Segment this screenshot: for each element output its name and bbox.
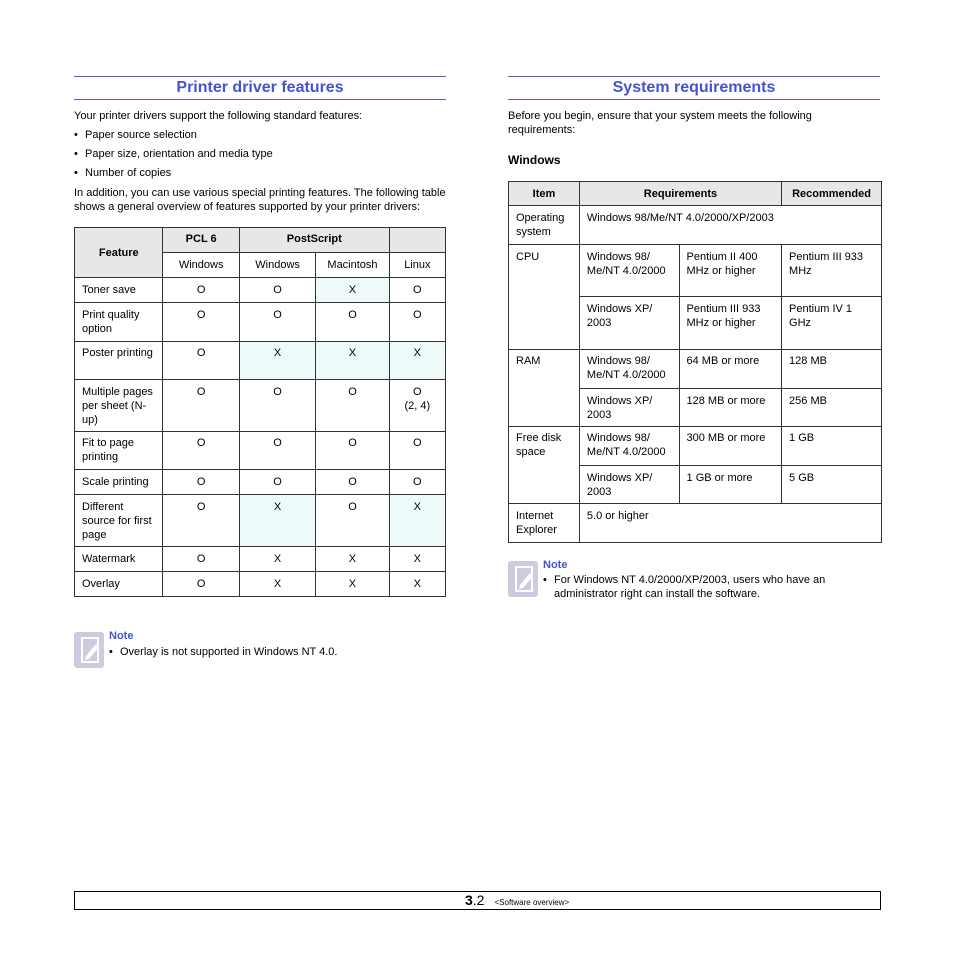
recommended-cell: Pentium IV 1 GHz xyxy=(782,297,882,350)
header-recommended: Recommended xyxy=(782,182,882,206)
footer-content xyxy=(465,892,569,910)
value-cell: O xyxy=(389,432,445,470)
value-cell: X xyxy=(239,495,315,547)
feature-cell: Poster printing xyxy=(75,342,163,380)
requirements-table xyxy=(508,181,882,543)
note-text: • For Windows NT 4.0/2000/XP/2003, users who have an administrator right can install the software. xyxy=(543,573,854,601)
value-cell: Windows 98/Me/NT 4.0/2000/XP/2003 xyxy=(579,206,881,245)
value-cell: X xyxy=(239,547,315,572)
linux-value: O xyxy=(413,386,422,398)
value-cell: O xyxy=(163,342,239,380)
value-cell: O xyxy=(239,278,315,303)
table-row xyxy=(75,303,446,342)
value-cell: X xyxy=(389,547,445,572)
value-cell: O xyxy=(163,495,239,547)
value-cell: O xyxy=(316,380,389,432)
note-title: Note xyxy=(543,559,568,571)
note-title: Note xyxy=(109,630,134,642)
left-note xyxy=(74,632,446,672)
value-cell: X xyxy=(316,547,389,572)
value-cell: X xyxy=(316,278,389,303)
sub-pcl-windows: Windows xyxy=(163,253,239,278)
requirement-cell: Pentium III 933 MHz or higher xyxy=(679,297,782,350)
table-row xyxy=(509,206,882,245)
list-item: • Paper source selection xyxy=(74,128,446,142)
value-cell: O xyxy=(163,380,239,432)
table-row xyxy=(509,245,882,297)
table-row xyxy=(75,572,446,597)
table-row xyxy=(75,278,446,303)
value-cell: O xyxy=(163,303,239,342)
table-row xyxy=(75,495,446,547)
value-cell: X xyxy=(239,572,315,597)
table-row xyxy=(75,380,446,432)
printer-driver-features-heading: Printer driver features xyxy=(74,76,446,100)
page-footer xyxy=(74,891,881,910)
header-requirements: Requirements xyxy=(579,182,781,206)
value-cell: X xyxy=(389,495,445,547)
os-cell: Windows XP/ 2003 xyxy=(579,389,679,427)
table-row xyxy=(509,504,882,543)
header-pcl6: PCL 6 xyxy=(163,228,239,253)
value-cell: O xyxy=(239,432,315,470)
table-row xyxy=(509,350,882,389)
recommended-cell: 128 MB xyxy=(782,350,882,389)
value-cell: O xyxy=(163,432,239,470)
value-cell: 5.0 or higher xyxy=(579,504,881,543)
header-item: Item xyxy=(509,182,580,206)
value-cell: O xyxy=(389,303,445,342)
left-paragraph: In addition, you can use various special printing features. The following table shows a general overview of features supported by your printer drivers: xyxy=(74,187,446,213)
header-feature: Feature xyxy=(75,228,163,278)
item-cell: Operating system xyxy=(509,206,580,245)
item-cell: RAM xyxy=(509,350,580,427)
os-cell: Windows XP/ 2003 xyxy=(579,466,679,504)
item-cell: Internet Explorer xyxy=(509,504,580,543)
requirement-cell: Pentium II 400 MHz or higher xyxy=(679,245,782,297)
feature-cell: Scale printing xyxy=(75,470,163,495)
value-cell: O xyxy=(239,303,315,342)
right-column xyxy=(508,76,880,543)
value-cell: X xyxy=(389,572,445,597)
item-cell: CPU xyxy=(509,245,580,350)
recommended-cell: Pentium III 933 MHz xyxy=(782,245,882,297)
recommended-cell: 5 GB xyxy=(782,466,882,504)
right-note xyxy=(508,561,880,601)
value-cell: O xyxy=(163,572,239,597)
value-cell: O xyxy=(239,380,315,432)
feature-cell: Print quality option xyxy=(75,303,163,342)
value-cell: O xyxy=(316,470,389,495)
features-table xyxy=(74,227,446,597)
feature-cell: Multiple pages per sheet (N-up) xyxy=(75,380,163,432)
table-row xyxy=(75,547,446,572)
value-cell: X xyxy=(239,342,315,380)
os-cell: Windows 98/ Me/NT 4.0/2000 xyxy=(579,350,679,389)
value-cell: O xyxy=(239,470,315,495)
value-cell: O xyxy=(389,470,445,495)
value-cell: O xyxy=(163,470,239,495)
feature-cell: Fit to page printing xyxy=(75,432,163,470)
value-cell: O xyxy=(389,278,445,303)
note-pencil-icon xyxy=(508,561,538,597)
page-number xyxy=(465,892,484,908)
value-cell: O xyxy=(316,303,389,342)
windows-subheading: Windows xyxy=(508,153,561,167)
value-cell: O xyxy=(163,547,239,572)
sub-ps-windows: Windows xyxy=(239,253,315,278)
table-row xyxy=(509,427,882,466)
value-cell: O xyxy=(163,278,239,303)
sub-ps-macintosh: Macintosh xyxy=(316,253,389,278)
table-row xyxy=(75,470,446,495)
table-row xyxy=(75,342,446,380)
sub-ps-linux: Linux xyxy=(389,253,445,278)
requirement-cell: 1 GB or more xyxy=(679,466,782,504)
left-column xyxy=(74,76,446,597)
value-cell: X xyxy=(389,342,445,380)
left-intro: Your printer drivers support the following standard features: xyxy=(74,110,363,122)
value-cell: O xyxy=(316,495,389,547)
value-cell: X xyxy=(316,572,389,597)
section-label: <Software overview> xyxy=(494,898,570,907)
linux-note: (2, 4) xyxy=(404,400,431,412)
right-intro: Before you begin, ensure that your system meets the following requirements: xyxy=(508,110,812,136)
list-item: • Paper size, orientation and media type xyxy=(74,147,446,161)
item-cell: Free disk space xyxy=(509,427,580,504)
header-postscript: PostScript xyxy=(239,228,389,253)
feature-cell: Watermark xyxy=(75,547,163,572)
list-item: • Number of copies xyxy=(74,166,446,180)
feature-cell: Different source for first page xyxy=(75,495,163,547)
requirement-cell: 300 MB or more xyxy=(679,427,782,466)
feature-cell: Toner save xyxy=(75,278,163,303)
note-text: • Overlay is not supported in Windows NT 4.0. xyxy=(109,645,337,659)
feature-cell: Overlay xyxy=(75,572,163,597)
value-cell: X xyxy=(316,342,389,380)
standard-features-list xyxy=(74,128,446,180)
requirement-cell: 128 MB or more xyxy=(679,389,782,427)
requirement-cell: 64 MB or more xyxy=(679,350,782,389)
value-cell: O xyxy=(316,432,389,470)
value-cell xyxy=(389,380,445,432)
os-cell: Windows 98/ Me/NT 4.0/2000 xyxy=(579,427,679,466)
table-row xyxy=(75,432,446,470)
page-suffix: .2 xyxy=(472,892,485,908)
header-blank xyxy=(389,228,445,253)
recommended-cell: 256 MB xyxy=(782,389,882,427)
system-requirements-heading: System requirements xyxy=(508,76,880,100)
note-pencil-icon xyxy=(74,632,104,668)
recommended-cell: 1 GB xyxy=(782,427,882,466)
chapter-number: 3 xyxy=(465,892,473,908)
os-cell: Windows XP/ 2003 xyxy=(579,297,679,350)
os-cell: Windows 98/ Me/NT 4.0/2000 xyxy=(579,245,679,297)
